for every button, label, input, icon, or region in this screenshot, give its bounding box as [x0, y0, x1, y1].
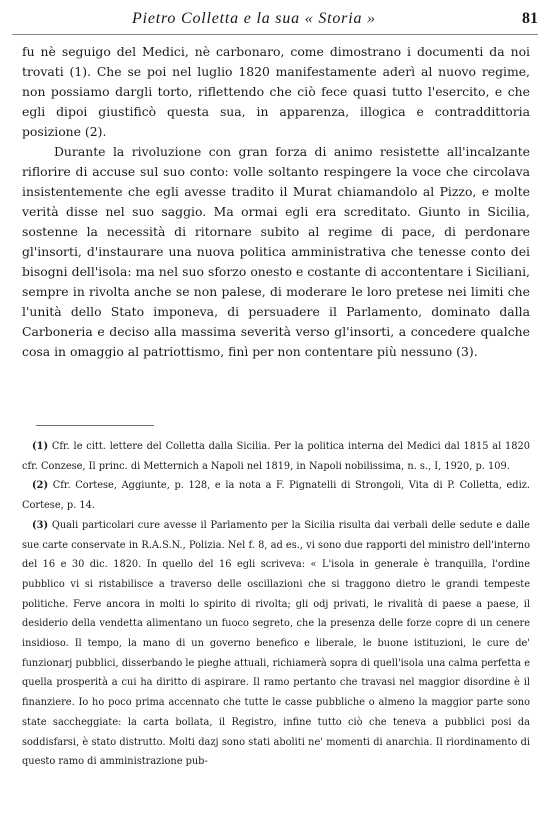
footnote-marker: (1) [32, 441, 49, 452]
footnote-marker: (3) [32, 519, 49, 531]
footnote-text: Cfr. Cortese, Aggiunte, p. 128, e la nota a F. Pignatelli di Strongoli, Vita di P. Colletta, ediz. Cortese, p. 14. [22, 480, 530, 512]
running-header [12, 8, 538, 35]
footnote-2 [22, 476, 530, 515]
page-number: 81 [522, 10, 538, 27]
running-title: Pietro Colletta e la sua « Storia » [132, 10, 376, 27]
paragraph-1: fu nè seguigo del Medici, nè carbonaro, come dimostrano i documenti da noi trovati (1). Che se poi nel luglio 1820 manifestamente aderì al nuovo regime, non possiamo dargli torto, riflettendo che ciò fece quasi tutto l'esercito, e che egli dipoi giustificò questa sua, in apparenza, illogica e contraddittoria posizione (2). [22, 44, 530, 139]
footnote-3 [22, 516, 530, 772]
footnote-text: Quali particolari cure avesse il Parlamento per la Sicilia risulta dai verbali delle sedute e dalle sue carte conservate in R.A.S.N., Polizia. Nel f. 8, ad es., vi sono due rapporti del ministro dell'interno del 16 e 30 dic. 1820. In quello del 16 egli scriveva: « L'isola in generale è tranquilla, l'ordine pubblico vi si ristabilisce a traverso delle oscillazioni che si traggono dietro le grandi tempeste politiche. Ferve ancora in molti lo spirito di rivolta; gli odj privati, le rivalità di paese a paese, il desiderio della vendetta alimentano un fuoco segreto, che la presenza delle forze copre di un cenere insidioso. Il tempo, la mano di un governo benefico e liberale, le buone istituzioni, le cure de' funzionarj pubblici, disserbando le pieghe attuali, richiamerà sopra di quell'isola una calma perfetta e quella prosperità a cui ha diritto di aspirare. Il ramo pertanto che travasi nel maggior disordine è il finanziere. Io ho poco prima accennato che tutte le casse pubbliche o almeno la maggior parte sono state saccheggiate: la carta bollata, il Registro, infine tutto ciò che teneva a pubblici posi da soddisfarsi, è stato distrutto. Molti dazj sono stati aboliti ne' momenti di anarchia. Il riordinamento di questo ramo di amministrazione pub- [22, 519, 530, 768]
paragraph-2: Durante la rivoluzione con gran forza di animo resistette all'incalzante riflorire di accuse sul suo conto: volle soltanto respingere la voce che circolava insistentemente che egli avesse tradito il Murat chiamandolo al Pizzo, e molte verità disse nel suo saggio. Ma ormai egli era screditato. Giunto in Sicilia, sostenne la necessità di ritornare subito al regime di pace, di perdonare gl'insorti, d'instaurare una nuova politica amministrativa che tenesse conto dei bisogni dell'isola: ma nel suo sforzo onesto e costante di accontentare i Siciliani, sempre in rivolta anche se non palese, di moderare le loro pretese nei limiti che l'unità dello Stato imponeva, di persuadere il Parlamento, dominato dalla Carboneria e deciso alla massima severità verso gl'insorti, a concedere qualche cosa in omaggio al patriottismo, finì per non contentare più nessuno (3). [22, 144, 530, 359]
footnote-divider [36, 425, 154, 426]
footnote-marker: (2) [32, 480, 49, 492]
footnotes [22, 437, 530, 772]
footnote-1 [22, 437, 530, 476]
body-text [22, 42, 530, 362]
footnote-text: Cfr. le citt. lettere del Colletta dalla Sicilia. Per la politica interna del Medici dal 1815 al 1820 cfr. Conzese, Il princ. di Metternich a Napoli nel 1819, in Napoli nobilissima, n. s., I, 1920, p. 109. [22, 441, 530, 472]
